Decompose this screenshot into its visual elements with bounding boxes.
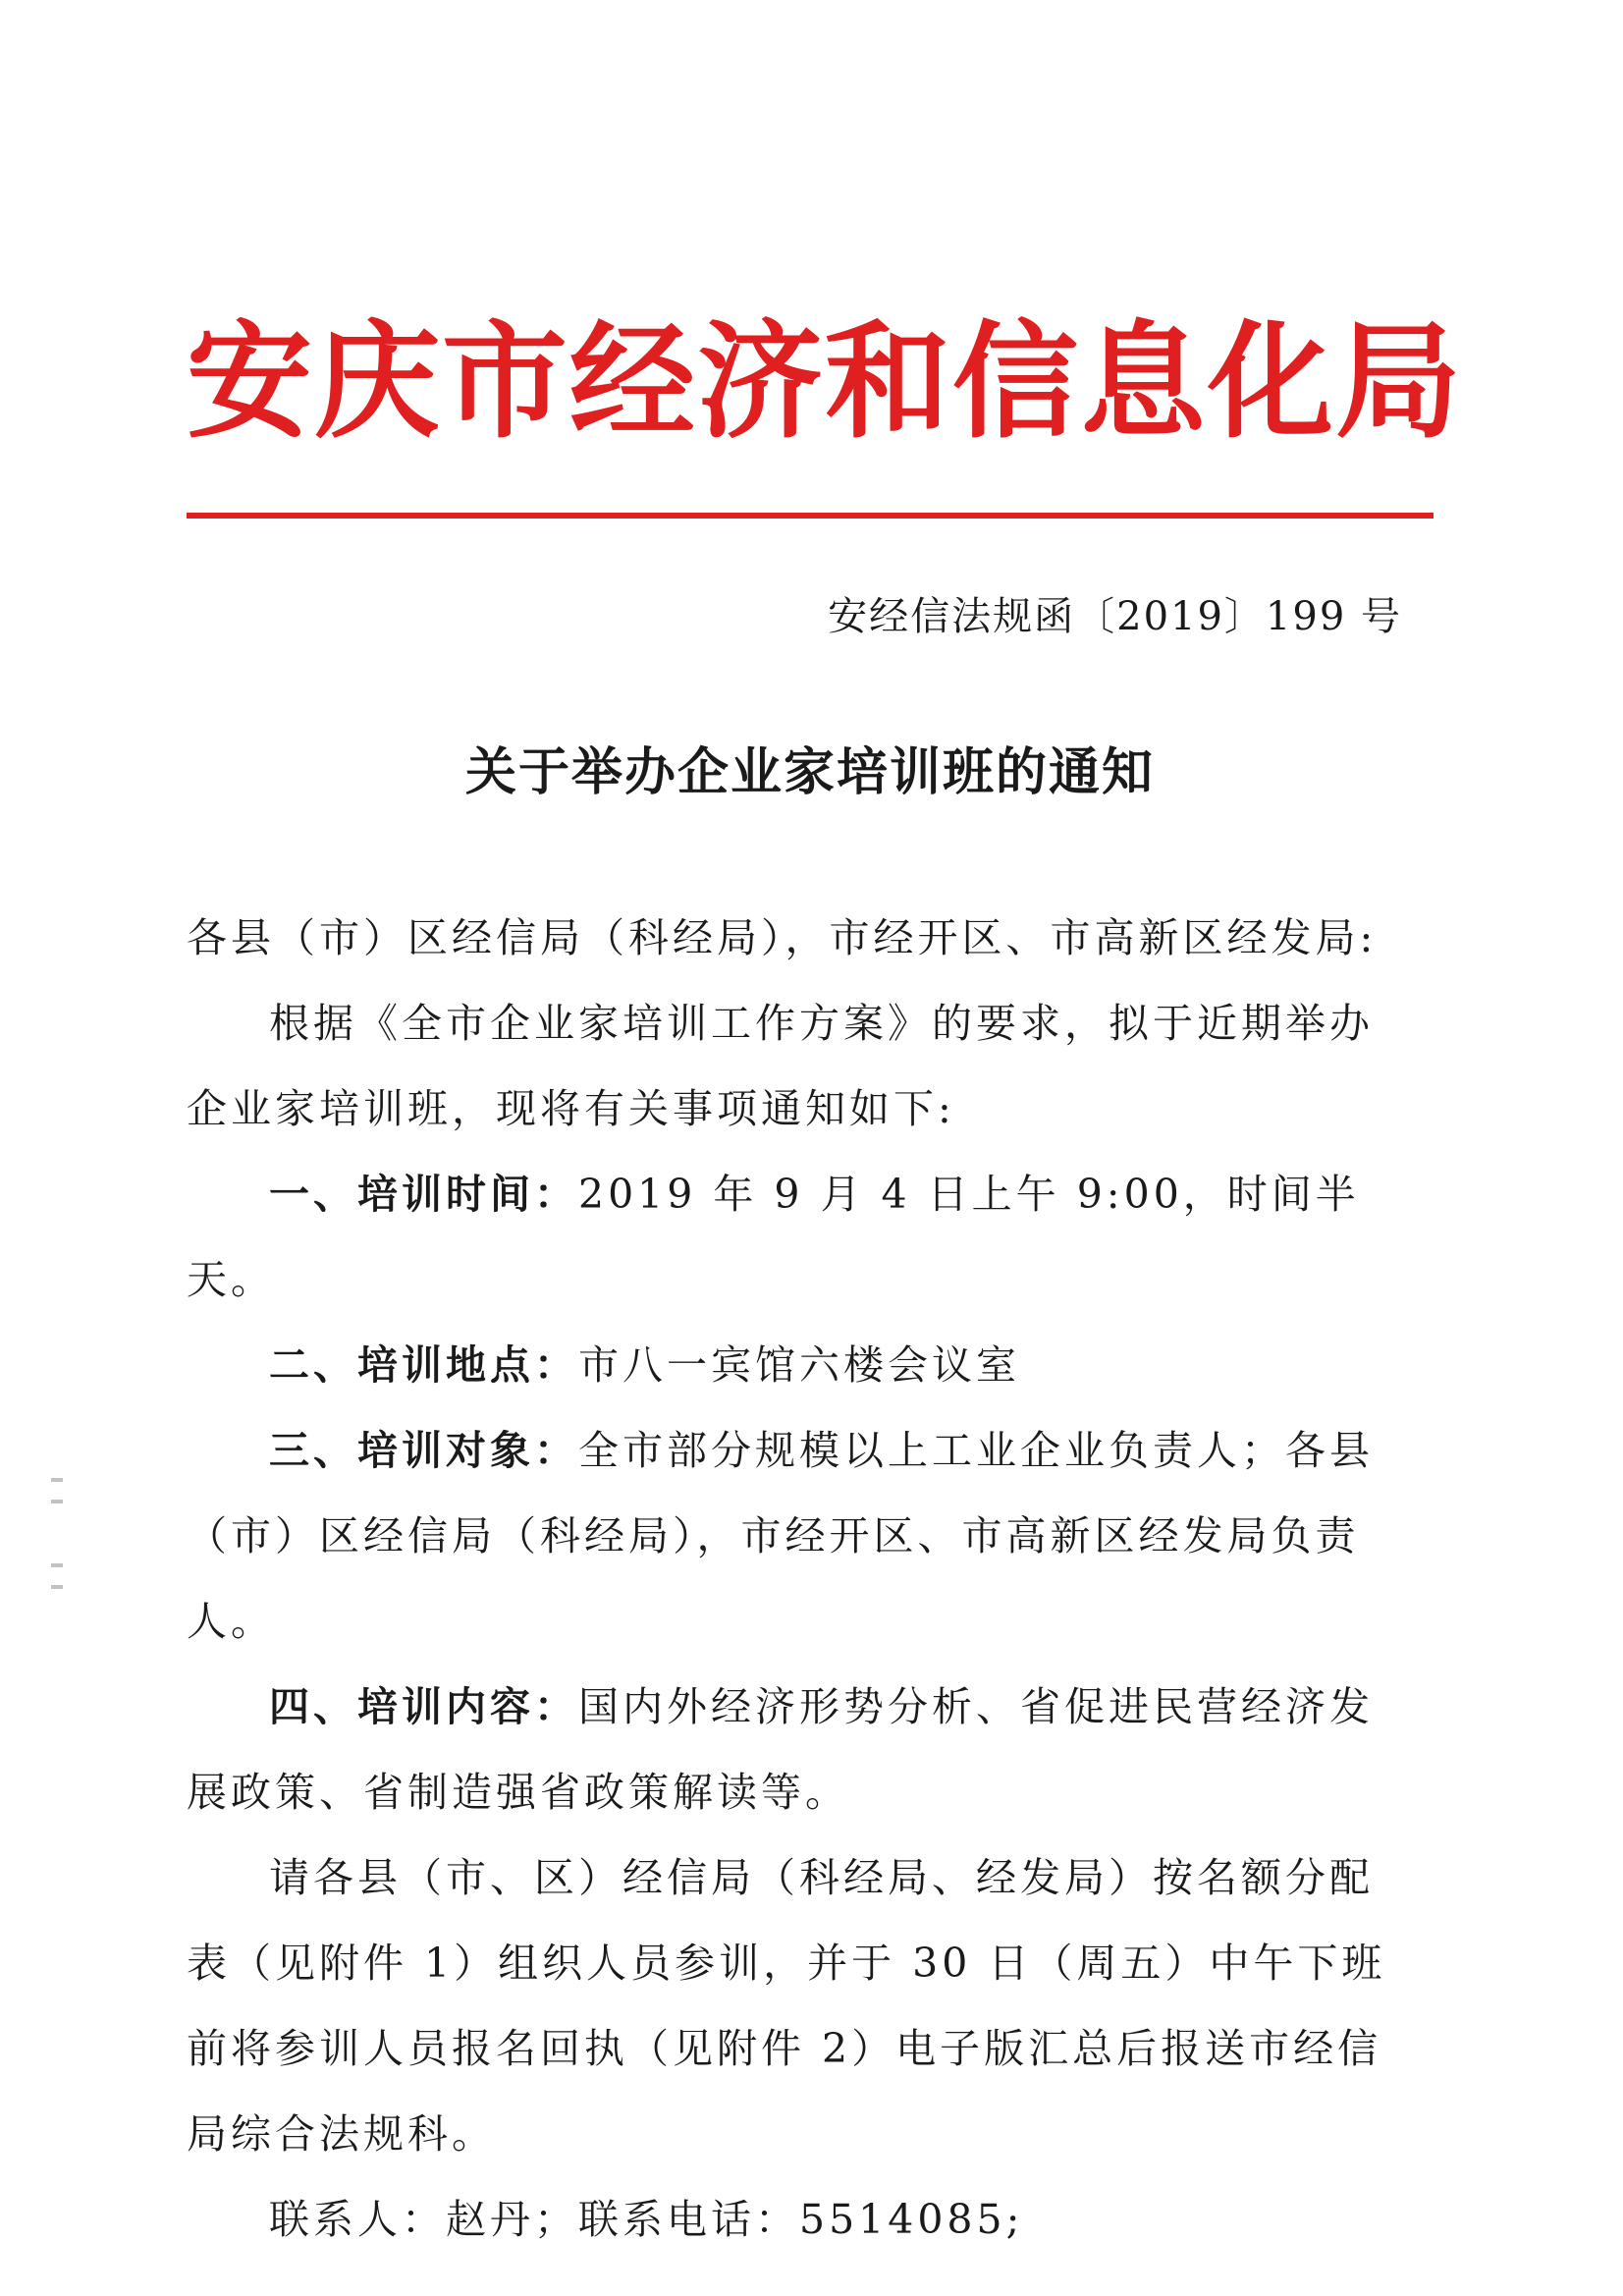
item-label: 一、培训时间：: [269, 1171, 578, 1218]
item-training-content: [187, 1665, 1404, 1835]
letterhead-org-name: 安庆市经济和信息化局: [187, 309, 1464, 456]
scan-margin-mark: [51, 1585, 63, 1589]
request-paragraph: 请各县（市、区）经信局（科经局、经发局）按名额分配表（见附件 1）组织人员参训，并于 30 日（周五）中午下班前将参训人员报名回执（见附件 2）电子版汇总后报送市经信局综合法规科。: [187, 1854, 1386, 2158]
item-text: 市八一宾馆六楼会议室: [578, 1341, 1020, 1389]
scan-margin-mark: [51, 1563, 63, 1567]
document-title: 关于举办企业家培训班的通知: [464, 742, 1155, 802]
item-text: 全市部分规模以上工业企业负责人；各县（市）区经信局（科经局），市经开区、市高新区经发局负责人。: [187, 1427, 1374, 1645]
item-training-location: [187, 1323, 1404, 1408]
addressee-line: 各县（市）区经信局（科经局），市经开区、市高新区经发局:: [187, 914, 1378, 961]
item-label: 四、培训内容：: [269, 1683, 578, 1730]
item-text: 2019 年 9 月 4 日上午 9:00，时间半天。: [187, 1171, 1360, 1303]
letterhead-red-rule: [187, 513, 1434, 519]
scan-margin-mark: [51, 1500, 63, 1503]
scan-margin-mark: [51, 1478, 63, 1482]
contact-line: 联系人：赵丹；联系电话：5514085;: [269, 2196, 1024, 2243]
item-training-time: [187, 1152, 1404, 1323]
document-body: [187, 896, 1404, 2263]
item-text: 国内外经济形势分析、省促进民营经济发展政策、省制造强省政策解读等。: [187, 1683, 1374, 1816]
document-number: 安经信法规函〔2019〕199 号: [828, 594, 1402, 639]
intro-paragraph: 根据《全市企业家培训工作方案》的要求，拟于近期举办企业家培训班，现将有关事项通知如下:: [187, 1000, 1374, 1132]
item-label: 二、培训地点：: [269, 1341, 578, 1389]
item-training-audience: [187, 1408, 1404, 1665]
item-label: 三、培训对象：: [269, 1427, 578, 1474]
